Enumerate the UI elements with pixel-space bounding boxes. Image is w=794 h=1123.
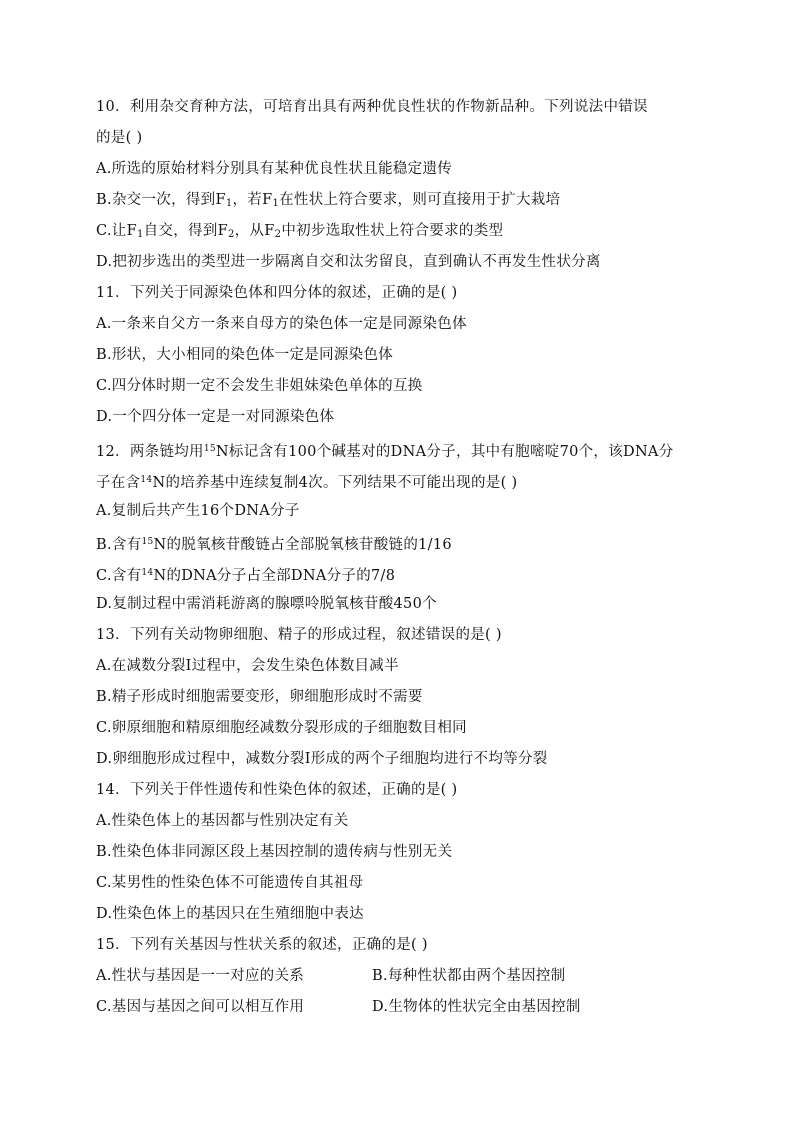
q10-option-c [96,221,503,245]
q12-stem2-text-1: 子在含 [96,475,141,491]
q10-option-d: D.把初步选出的类型进一步隔离自交和汰劣留良，直到确认不再发生性状分离 [96,254,601,270]
q13-option-b: B.精子形成时细胞需要变形，卵细胞形成时不需要 [96,689,423,705]
q10-stem-line1: 10．利用杂交育种方法，可培育出具有两种优良性状的作物新品种。下列说法中错误 [96,99,648,115]
q10-stem-line2: 的是( ) [96,130,143,146]
q10-c-sub-3: 2 [274,229,282,240]
q15-option-a: A.性状与基因是一一对应的关系 [96,968,305,984]
q11-option-b: B.形状，大小相同的染色体一定是同源染色体 [96,347,394,363]
q10-b-sub-1: 1 [225,198,233,209]
q10-option-b [96,190,560,214]
q14-option-d: D.性染色体上的基因只在生殖细胞中表达 [96,906,364,922]
q12-b-sup: 15 [141,537,154,547]
q11-option-d: D.一个四分体一定是一对同源染色体 [96,409,335,425]
q10-c-text-4: 中初步选取性状上符合要求的类型 [281,223,504,239]
q11-option-a: A.一条来自父方一条来自母方的染色体一定是同源染色体 [96,316,467,332]
q10-c-text-1: C.让F [96,223,137,239]
q12-stem1-sup: 15 [203,444,216,454]
q13-option-a: A.在减数分裂Ⅰ过程中，会发生染色体数目减半 [96,658,399,674]
q10-b-text-1: B.杂交一次，得到F [96,192,226,208]
q14-stem: 14．下列关于伴性遗传和性染色体的叙述，正确的是( ) [96,782,458,798]
q12-stem-line2 [96,470,517,493]
q12-c-text-1: C.含有 [96,568,142,584]
q14-option-a: A.性染色体上的基因都与性别决定有关 [96,813,349,829]
q13-option-c: C.卵原细胞和精原细胞经减数分裂形成的子细胞数目相同 [96,720,467,736]
q13-option-d: D.卵细胞形成过程中，减数分裂Ⅰ形成的两个子细胞均进行不均等分裂 [96,751,548,767]
q10-option-a: A.所选的原始材料分别具有某种优良性状且能稳定遗传 [96,161,453,177]
q12-c-sup: 14 [141,568,154,578]
q12-c-text-2: N的DNA分子占全部DNA分子的7/8 [153,568,396,584]
q10-c-text-3: ，从F [234,223,275,239]
q15-option-d: D.生物体的性状完全由基因控制 [372,999,581,1015]
q13-stem: 13．下列有关动物卵细胞、精子的形成过程，叙述错误的是( ) [96,627,502,643]
q12-option-a: A.复制后共产生16个DNA分子 [96,503,300,519]
q12-b-text-1: B.含有 [96,537,142,553]
q15-stem: 15．下列有关基因与性状关系的叙述，正确的是( ) [96,937,428,953]
q12-stem1-text-2: N标记含有100个碱基对的DNA分子，其中有胞嘧啶70个，该DNA分 [215,444,674,460]
q12-b-text-2: N的脱氧核苷酸链占全部脱氧核苷酸链的1/16 [153,537,452,553]
q12-option-d: D.复制过程中需消耗游离的腺嘌呤脱氧核苷酸450个 [96,596,437,612]
q10-b-text-2: ，若F [232,192,273,208]
q14-option-c: C.某男性的性染色体不可能遗传自其祖母 [96,875,364,891]
q15-option-b: B.每种性状都由两个基因控制 [372,968,566,984]
q12-option-c [96,563,395,586]
q12-option-b [96,532,452,555]
q12-stem2-sup: 14 [140,475,153,485]
q15-option-c: C.基因与基因之间可以相互作用 [96,999,305,1015]
q11-stem: 11．下列关于同源染色体和四分体的叙述，正确的是( ) [96,285,458,301]
q11-option-c: C.四分体时期一定不会发生非姐妹染色单体的互换 [96,378,423,394]
q12-stem-line1 [96,439,674,462]
q12-stem2-text-2: N的培养基中连续复制4次。下列结果不可能出现的是( ) [152,475,518,491]
q10-b-text-3: 在性状上符合要求，则可直接用于扩大栽培 [279,192,561,208]
q10-b-sub-2: 1 [272,198,280,209]
q10-c-sub-2: 2 [228,229,235,240]
q10-c-sub-1: 1 [136,229,144,240]
q14-option-b: B.性染色体非同源区段上基因控制的遗传病与性别无关 [96,844,453,860]
q10-c-text-2: 自交，得到F [143,223,228,239]
q12-stem1-text-1: 12．两条链均用 [96,444,204,460]
